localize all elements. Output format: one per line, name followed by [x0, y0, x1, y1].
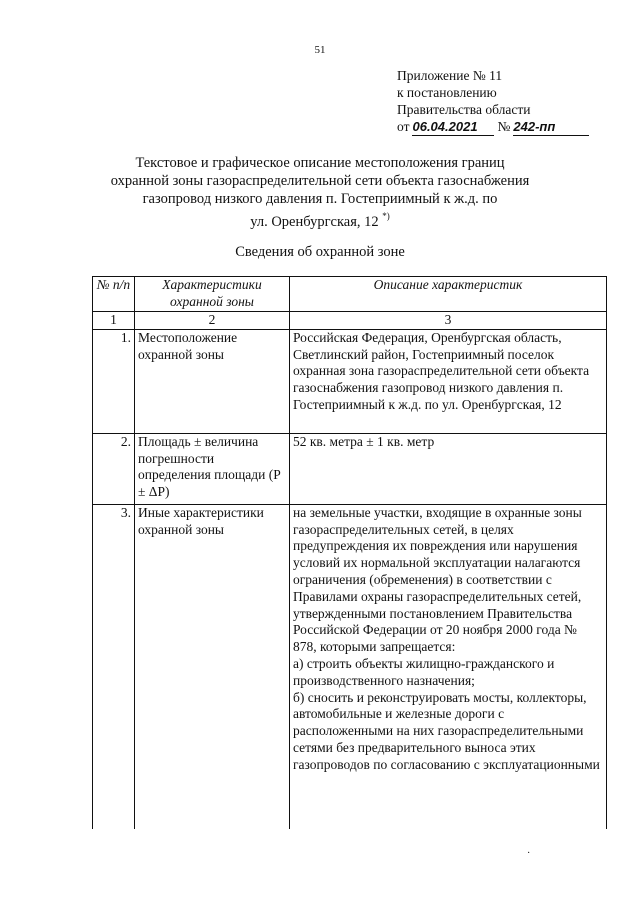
row-number: 3. [93, 504, 135, 829]
footnote-mark: *) [382, 211, 390, 221]
header-characteristics: Характеристики охранной зоны [135, 277, 290, 312]
appendix-date-line [397, 118, 589, 136]
col-number-3: 3 [290, 312, 607, 330]
row-description-intro: на земельные участки, входящие в охранные зоны газораспределительных сетей, в целях предупреждения их повреждения или нарушения условий их нормальной эксплуатации налагаются ограничения (обременения) в соответствии с Правилами охраны газораспределительных сетей, утвержденными постановлением Правительства Российской Федерации от 20 ноября 2000 года № 878, которыми запрещается: [293, 504, 582, 655]
row-description: Российская Федерация, Оренбургская область, Светлинский район, Гостеприимный поселок охранная зона газораспределительной сети объекта газоснабжения газопровод низкого давления п. Гостеприимный к ж.д. по ул. Оренбургская, 12 [290, 329, 607, 433]
table-row [93, 504, 607, 829]
table-column-numbers [93, 312, 607, 330]
col-number-2: 2 [135, 312, 290, 330]
number-label: № [497, 119, 511, 134]
row-characteristic: Площадь ± величина погрешности определения площади (P ± ΔP) [135, 433, 290, 504]
appendix-line-2: к постановлению [397, 85, 497, 100]
table-row [93, 433, 607, 504]
title-line-1: Текстовое и графическое описание местоположения границ [135, 155, 505, 171]
footer-mark: · [527, 848, 531, 859]
title-line-4 [90, 208, 550, 231]
col-number-1: 1 [93, 312, 135, 330]
row-number: 2. [93, 433, 135, 504]
handwritten-date: 06.04.2021 [412, 118, 494, 136]
section-subtitle: Сведения об охранной зоне [235, 244, 405, 260]
table-row [93, 329, 607, 433]
row-description-item-a: а) строить объекты жилищно-гражданского и производственного назначения; [293, 655, 555, 688]
page-number: 51 [314, 44, 326, 56]
title-line-3: газопровод низкого давления п. Гостеприимный к ж.д. по [142, 191, 498, 207]
from-label: от [397, 119, 410, 134]
row-number: 1. [93, 329, 135, 433]
header-number: № п/п [93, 277, 135, 312]
header-description: Описание характеристик [290, 277, 607, 312]
row-characteristic: Иные характеристики охранной зоны [135, 504, 290, 829]
zone-table [92, 276, 607, 829]
document-title [90, 154, 550, 231]
table-header-row [93, 277, 607, 312]
row-description [290, 504, 607, 829]
row-description: 52 кв. метра ± 1 кв. метр [290, 433, 607, 504]
appendix-line-1: Приложение № 11 [397, 68, 503, 83]
title-line-4-text: ул. Оренбургская, 12 [250, 213, 379, 230]
title-line-2: охранной зоны газораспределительной сети объекта газоснабжения [110, 173, 530, 189]
row-characteristic: Местоположение охранной зоны [135, 329, 290, 433]
handwritten-number: 242-пп [513, 118, 589, 136]
row-description-item-b: б) сносить и реконструировать мосты, коллекторы, автомобильные и железные дороги с расположенными на них газораспределительными сетями без предварительного выноса этих газопроводов по согласованию с эксплуатационными [293, 689, 600, 772]
appendix-block [397, 67, 589, 136]
appendix-line-3: Правительства области [397, 102, 531, 117]
